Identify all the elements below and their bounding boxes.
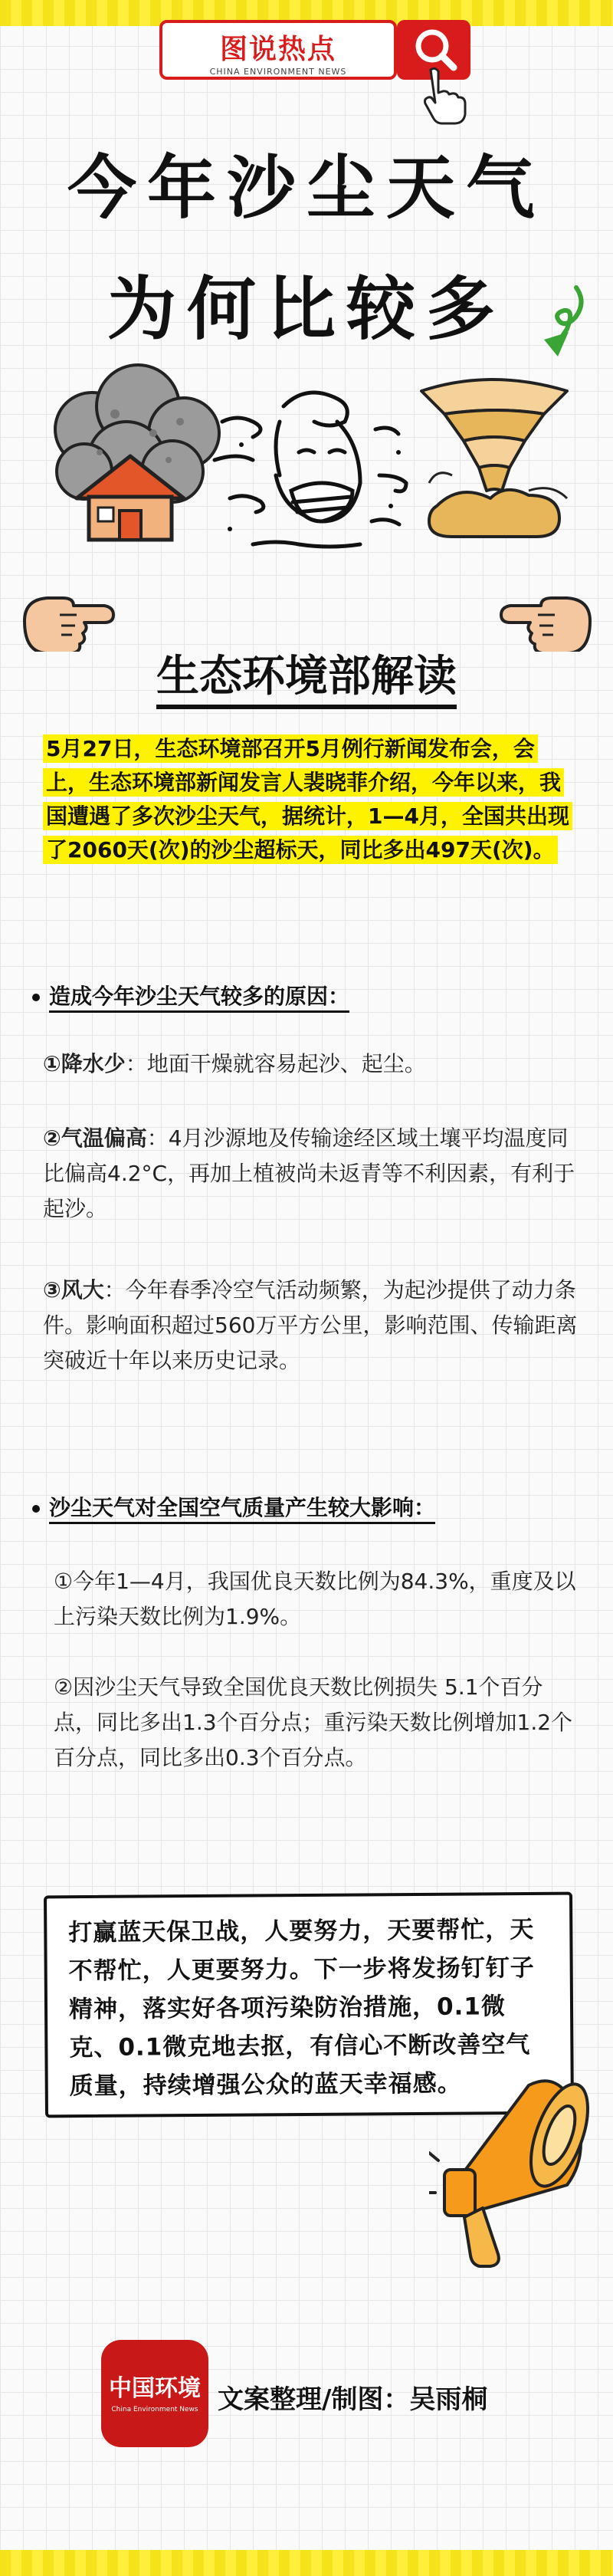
hot-topic-badge — [159, 20, 397, 80]
hand-pointer-icon — [414, 65, 467, 125]
intro-paragraph — [43, 732, 572, 867]
logo-sub-text: China Environment News — [111, 2406, 198, 2413]
section-title-text: 生态环境部解读 — [156, 652, 457, 709]
reason-text: ：4月沙源地及传输途经区域土壤平均温度同比偏高4.2°C，再加上植被尚未返青等不利因素，有利于起沙。 — [43, 1125, 575, 1221]
main-title-line2: 为何比较多 — [107, 269, 506, 350]
section-title — [0, 642, 613, 704]
reason-lead: ①降水少 — [43, 1051, 126, 1076]
intro-text: 5月27日，生态环境部召开5月例行新闻发布会，会上，生态环境部新闻发言人裴晓菲介绍，今年以来，我国遭遇了多次沙尘天气，据统计，1—4月，全国共出现了2060天(次)的沙尘超标天，同比多出497天(次)。 — [43, 734, 572, 864]
reason-lead: ③风大 — [43, 1277, 104, 1303]
reason-item-3 — [43, 1273, 579, 1378]
reason-item-1 — [43, 1046, 579, 1082]
logo-main-text: 中国环境 — [109, 2375, 201, 2402]
megaphone-icon — [429, 2062, 598, 2285]
main-title-line1: 今年沙尘天气 — [67, 148, 546, 228]
reasons-heading — [32, 980, 599, 1010]
china-environment-logo — [101, 2340, 208, 2447]
reason-text: ：地面干燥就容易起沙、起尘。 — [125, 1051, 426, 1076]
bottom-stripe-band — [0, 2550, 613, 2576]
impact-item-1: ①今年1—4月，我国优良天数比例为84.3%，重度及以上污染天数比例为1.9%。 — [54, 1569, 576, 1629]
reasons-heading-text: 造成今年沙尘天气较多的原因： — [49, 984, 349, 1013]
reason-lead: ②气温偏高 — [43, 1125, 147, 1151]
reason-text: ：今年春季冷空气活动频繁，为起沙提供了动力条件。影响面积超过560万平方公里，影响范围、传输距离突破近十年以来历史记录。 — [43, 1277, 578, 1373]
masked-person-wind-icon — [207, 376, 414, 560]
impacts-heading-text: 沙尘天气对全国空气质量产生较大影响： — [49, 1495, 435, 1524]
badge-subtitle: CHINA ENVIRONMENT NEWS — [209, 67, 347, 77]
curved-arrow-icon — [529, 280, 590, 364]
credit-text: 文案整理/制图：吴雨桐 — [218, 2384, 488, 2415]
badge-title: 图说热点 — [219, 34, 336, 65]
reason-item-2 — [43, 1121, 579, 1227]
impacts-heading — [32, 1491, 599, 1522]
tornado-icon — [414, 376, 582, 552]
impact-item-2: ②因沙尘天气导致全国优良天数比例损失 5.1个百分点，同比多出1.3个百分点；重污染天数比例增加1.2个百分点，同比多出0.3个百分点。 — [54, 1674, 573, 1770]
quote-text: 打赢蓝天保卫战，人要努力，天要帮忙，天不帮忙，人更要努力。下一步将发扬钉钉子精神，落实好各项污染防治措施，0.1微克、0.1微克地去抠，有信心不断改善空气质量，持续增强公众的蓝天幸福感。 — [68, 1915, 535, 2101]
sandstorm-cloud-house-icon — [46, 360, 230, 544]
bullet-dot-icon — [32, 1505, 40, 1513]
bullet-dot-icon — [32, 994, 40, 1001]
